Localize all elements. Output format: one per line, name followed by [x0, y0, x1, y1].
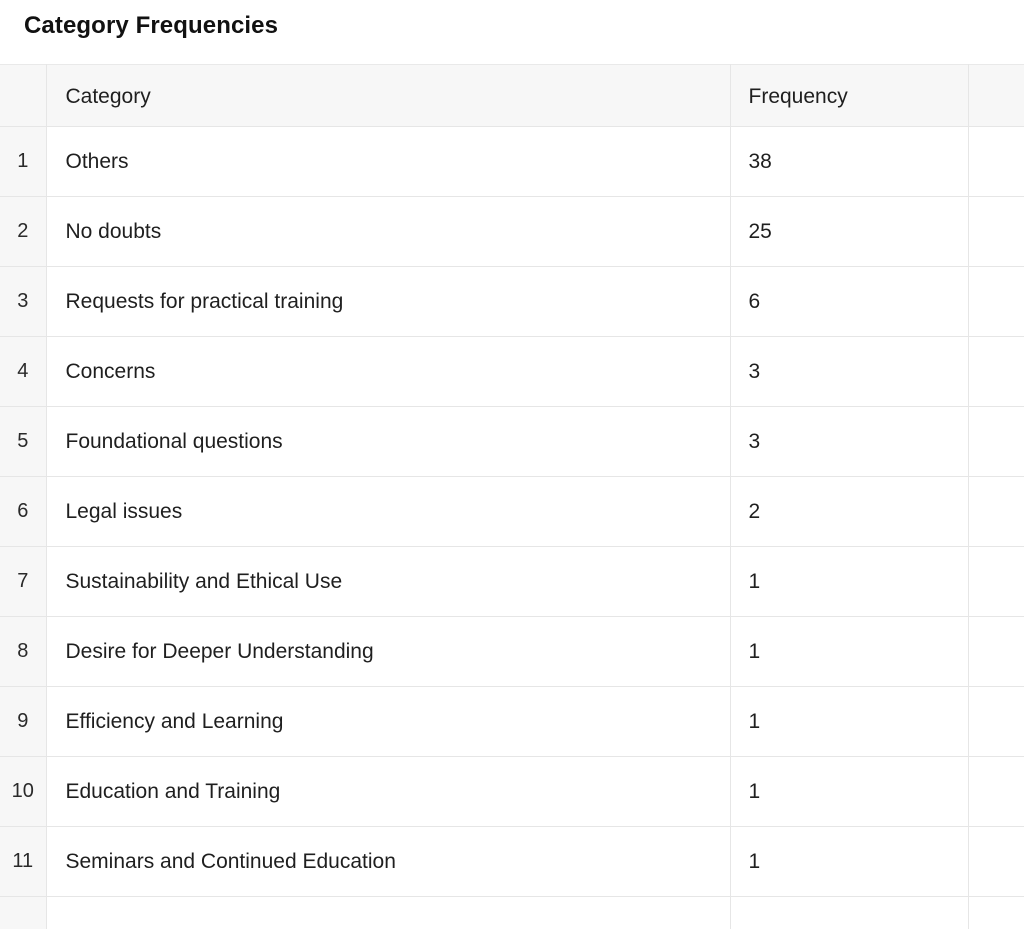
- row-index: 7: [0, 547, 46, 617]
- empty-cell: [968, 547, 1024, 617]
- frequency-cell[interactable]: 1: [730, 827, 968, 897]
- frequency-cell[interactable]: 1: [730, 757, 968, 827]
- table-body: [0, 127, 1024, 929]
- empty-row-cell: [968, 897, 1024, 929]
- empty-cell: [968, 127, 1024, 197]
- row-index: 1: [0, 127, 46, 197]
- empty-cell: [968, 827, 1024, 897]
- table-row[interactable]: [0, 267, 1024, 337]
- table-row[interactable]: [0, 757, 1024, 827]
- data-grid[interactable]: [0, 64, 1024, 929]
- frequency-cell[interactable]: 3: [730, 407, 968, 477]
- category-cell[interactable]: Legal issues: [46, 477, 730, 547]
- category-cell[interactable]: Education and Training: [46, 757, 730, 827]
- row-index: 4: [0, 337, 46, 407]
- frequency-cell[interactable]: 1: [730, 617, 968, 687]
- empty-cell: [968, 337, 1024, 407]
- table-row[interactable]: [0, 407, 1024, 477]
- table-row[interactable]: [0, 687, 1024, 757]
- row-index: 8: [0, 617, 46, 687]
- row-index-header: [0, 65, 46, 127]
- row-index: 9: [0, 687, 46, 757]
- table-row[interactable]: [0, 617, 1024, 687]
- table-row[interactable]: [0, 547, 1024, 617]
- empty-cell: [968, 617, 1024, 687]
- header-row: [0, 65, 1024, 127]
- row-index: 6: [0, 477, 46, 547]
- frequency-cell[interactable]: 38: [730, 127, 968, 197]
- empty-cell: [968, 757, 1024, 827]
- category-cell[interactable]: Desire for Deeper Understanding: [46, 617, 730, 687]
- table-row[interactable]: [0, 337, 1024, 407]
- category-cell[interactable]: Seminars and Continued Education: [46, 827, 730, 897]
- row-index: 2: [0, 197, 46, 267]
- table-row[interactable]: [0, 127, 1024, 197]
- row-index: 3: [0, 267, 46, 337]
- category-cell[interactable]: Requests for practical training: [46, 267, 730, 337]
- empty-cell: [968, 267, 1024, 337]
- category-cell[interactable]: No doubts: [46, 197, 730, 267]
- category-cell[interactable]: Concerns: [46, 337, 730, 407]
- empty-cell: [968, 477, 1024, 547]
- frequency-cell[interactable]: 6: [730, 267, 968, 337]
- category-cell[interactable]: Sustainability and Ethical Use: [46, 547, 730, 617]
- frequency-cell[interactable]: 1: [730, 687, 968, 757]
- frequency-cell[interactable]: 2: [730, 477, 968, 547]
- category-cell[interactable]: Others: [46, 127, 730, 197]
- empty-row: [0, 897, 1024, 929]
- column-header-category[interactable]: Category: [46, 65, 730, 127]
- table-row[interactable]: [0, 197, 1024, 267]
- table-row[interactable]: [0, 827, 1024, 897]
- empty-row-cell: [46, 897, 730, 929]
- row-index: 10: [0, 757, 46, 827]
- table-row[interactable]: [0, 477, 1024, 547]
- frequency-cell[interactable]: 3: [730, 337, 968, 407]
- frequency-cell[interactable]: 25: [730, 197, 968, 267]
- empty-row-cell: [730, 897, 968, 929]
- frequency-table: [0, 64, 1024, 929]
- category-cell[interactable]: Foundational questions: [46, 407, 730, 477]
- category-cell[interactable]: Efficiency and Learning: [46, 687, 730, 757]
- page-title: Category Frequencies: [24, 12, 279, 39]
- empty-cell: [968, 687, 1024, 757]
- empty-cell: [968, 407, 1024, 477]
- frequency-cell[interactable]: 1: [730, 547, 968, 617]
- row-index: 5: [0, 407, 46, 477]
- column-header-empty: [968, 65, 1024, 127]
- empty-cell: [968, 197, 1024, 267]
- column-header-frequency[interactable]: Frequency: [730, 65, 968, 127]
- empty-row-cell: [0, 897, 46, 929]
- table-header: [0, 65, 1024, 127]
- row-index: 11: [0, 827, 46, 897]
